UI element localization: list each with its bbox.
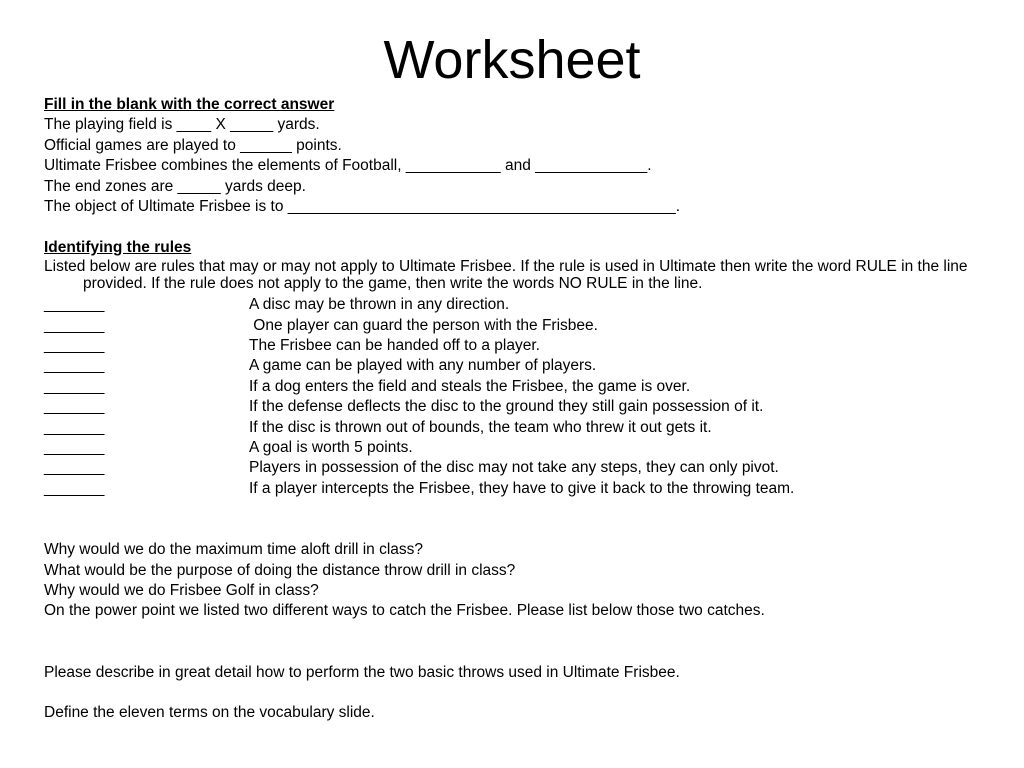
answer-blank: _______ [44,459,105,477]
rule-row [44,458,984,478]
rule-row [44,356,984,376]
rules-intro: Listed below are rules that may or may not apply to Ultimate Frisbee. If the rule is used in Ultimate then write the word RULE in the line provided. If the rule does not apply to the game, then write the words NO RULE in the line. [44,258,968,292]
fill-in-line: Ultimate Frisbee combines the elements of Football, ___________ and _____________. [44,157,652,175]
rule-text: One player can guard the person with the Frisbee. [249,316,598,334]
page-title: Worksheet [383,30,641,90]
question-line: Why would we do Frisbee Golf in class? [44,581,319,599]
fill-in-blank-heading: Fill in the blank with the correct answer [44,96,335,113]
spacer [44,217,984,237]
answer-blank: _______ [44,398,105,416]
fill-in-line: Official games are played to ______ points. [44,136,342,154]
fill-in-line: The object of Ultimate Frisbee is to _____________________________________________. [44,198,681,216]
answer-blank: _______ [44,296,105,314]
spacer [44,683,984,703]
fill-in-line: The playing field is ____ X _____ yards. [44,116,320,134]
rule-row [44,377,984,397]
rule-row [44,316,984,336]
fill-in-line: The end zones are _____ yards deep. [44,177,306,195]
vocab-prompt: Define the eleven terms on the vocabulary slide. [44,704,375,722]
throws-prompt: Please describe in great detail how to perform the two basic throws used in Ultimate Frisbee. [44,663,680,681]
rule-text: A disc may be thrown in any direction. [249,296,510,314]
rule-text: The Frisbee can be handed off to a player. [249,337,540,355]
answer-blank: _______ [44,439,105,457]
worksheet-body [44,95,984,724]
rule-row [44,295,984,315]
spacer [44,622,984,663]
rule-row [44,479,984,499]
question-line: What would be the purpose of doing the distance throw drill in class? [44,561,516,579]
rule-text: Players in possession of the disc may not take any steps, they can only pivot. [249,459,779,477]
answer-blank: _______ [44,316,105,334]
rule-text: A game can be played with any number of players. [249,357,597,375]
question-line: Why would we do the maximum time aloft drill in class? [44,541,424,559]
rule-text: A goal is worth 5 points. [249,439,413,457]
spacer [44,499,984,540]
rule-text: If a dog enters the field and steals the Frisbee, the game is over. [249,377,691,395]
rule-row [44,336,984,356]
rule-row [44,397,984,417]
question-line: On the power point we listed two different ways to catch the Frisbee. Please list below those two catches. [44,602,765,620]
answer-blank: _______ [44,357,105,375]
answer-blank: _______ [44,418,105,436]
rule-row [44,438,984,458]
answer-blank: _______ [44,337,105,355]
rule-text: If the defense deflects the disc to the ground they still gain possession of it. [249,398,764,416]
answer-blank: _______ [44,479,105,497]
rule-text: If the disc is thrown out of bounds, the team who threw it out gets it. [249,418,712,436]
rules-heading: Identifying the rules [44,238,192,256]
rule-row [44,418,984,438]
rule-text: If a player intercepts the Frisbee, they have to give it back to the throwing team. [249,479,795,497]
answer-blank: _______ [44,377,105,395]
